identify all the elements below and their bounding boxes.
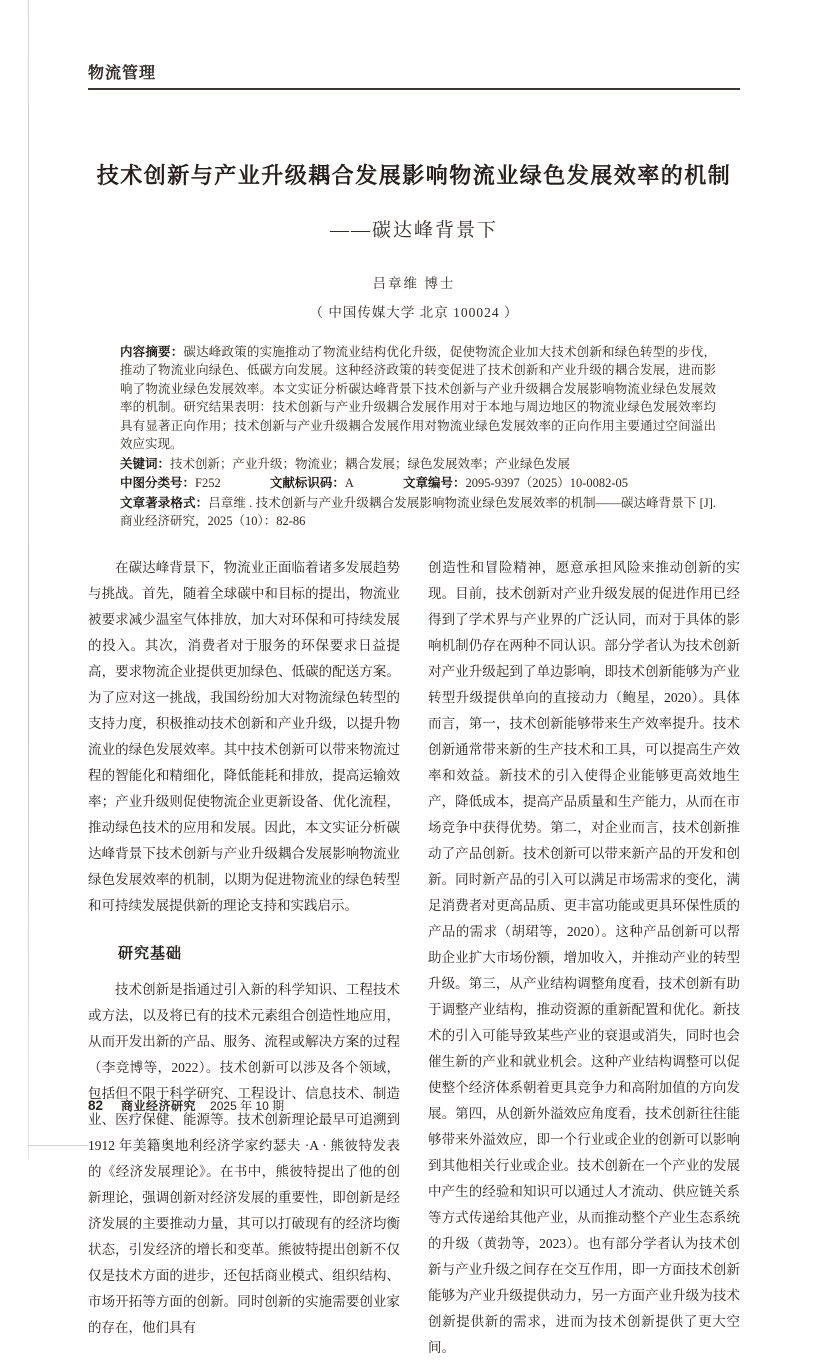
clc-value: F252 [195,476,221,491]
front-matter [120,343,716,531]
doc-code-label: 文献标识码： [269,476,345,491]
abstract-label: 内容摘要： [120,344,184,359]
citation-label: 文章著录格式： [120,495,209,510]
citation-text: 吕章维 . 技术创新与产业升级耦合发展影响物流业绿色发展效率的机制——碳达峰背景下 [J]. 商业经济研究，2025（10）：82-86 [120,495,716,529]
page-footer [88,1097,284,1114]
title-block [88,162,740,321]
journal-name: 商业经济研究 [121,1099,197,1113]
article-body [88,555,740,1361]
page [88,0,740,1361]
author-name: 吕章维 博士 [372,275,456,291]
intro-paragraph: 在碳达峰背景下，物流业正面临着诸多发展趋势与挑战。首先，随着全球碳中和目标的提出，物流业被要求减少温室气体排放，加大对环保和可持续发展的投入。其次，消费者对于服务的环保要求日益提高，要求物流企业提供更加绿色、低碳的配送方案。为了应对这一挑战，我国纷纷加大对物流绿色转型的支持力度，积极推动技术创新和产业升级，以提升物流业的绿色发展效率。其中技术创新可以带来物流过程的智能化和精细化，降低能耗和排放，提高运输效率；产业升级则促使物流企业更新设备、优化流程，推动绿色技术的应用和发展。因此，本文实证分析碳达峰背景下技术创新与产业升级耦合发展影响物流业绿色发展效率的机制，以期为促进物流业的绿色转型和可持续发展提供新的理论支持和实践启示。 [88,559,400,913]
running-head [88,60,740,90]
left-column [88,555,400,1361]
keywords [120,455,716,474]
issue-info: 2025 年 10 期 [210,1099,285,1113]
section1-paragraph-right: 创造性和冒险精神，愿意承担风险来推动创新的实现。目前，技术创新对产业升级发展的促进作用已经得到了学术界与产业界的广泛认同，而对于具体的影响机制仍存在两种不同认识。部分学者认为技术创新对产业升级起到了单边影响，即技术创新能够为产业转型升级提供单向的直接动力（鲍星，2020）。具体而言，第一，技术创新能够带来生产效率提升。技术创新通常带来新的生产技术和工具，可以提高生产效率和效益。新技术的引入使得企业能够更高效地生产，降低成本，提高产品质量和生产能力，从而在市场竞争中获得优势。第二，对企业而言，技术创新推动了产品创新。技术创新可以带来新产品的开发和创新。同时新产品的引入可以满足市场需求的变化，满足消费者对更高品质、更丰富功能或更具环保性质的产品的需求（胡珺等，2020）。这种产品创新可以帮助企业扩大市场份额，增加收入，并推动产业的转型升级。第三，从产业结构调整角度看，技术创新有助于调整产业结构，推动资源的重新配置和优化。新技术的引入可能导致某些产业的衰退或消失，同时也会催生新的产业和就业机会。这种产业结构调整可以促使整个经济体系朝着更具竞争力和高附加值的方向发展。第四，从创新外溢效应角度看，技术创新往往能够带来外溢效应，即一个行业或企业的创新可以影响到其他相关行业或企业。技术创新在一个产业的发展中产生的经验和知识可以通过人才流动、供应链关系等方式传递给其他产业，从而推动整个产业生态系统的升级（黄勃等，2023）。也有部分学者认为技术创新与产业升级之间存在交互作用，即一方面技术创新能够为产业升级提供动力，另一方面产业升级为技术创新提供新的需求，进而为技术创新提供了更大空间。 [428,559,740,1355]
article-no-value: 2095-9397（2025）10-0082-05 [465,476,629,491]
article-no-label: 文章编号： [403,476,466,491]
scan-edge-bottom [28,1145,88,1146]
clc-label: 中图分类号： [120,476,196,491]
classification-line [120,474,716,493]
page-number: 82 [88,1098,104,1113]
section-heading-research-basis: 研究基础 [118,944,183,962]
right-column [428,555,740,1361]
article-subtitle: ——碳达峰背景下 [329,219,498,241]
column-label: 物流管理 [88,65,157,82]
article-no [403,476,628,490]
author-affiliation: （ 中国传媒大学 北京 100024 ） [309,304,519,320]
clc [120,476,221,490]
abstract [120,343,716,454]
doc-code-value: A [344,476,354,491]
keywords-text: 技术创新；产业升级；物流业；耦合发展；绿色发展效率；产业绿色发展 [170,456,571,471]
article-title: 技术创新与产业升级耦合发展影响物流业绿色发展效率的机制 [96,163,732,188]
section1-paragraph-left: 技术创新是指通过引入新的科学知识、工程技术或方法，以及将已有的技术元素组合创造性地应用，从而开发出新的产品、服务、流程或解决方案的过程（李竞博等，2022）。技术创新可以涉及各个领域，包括但不限于科学研究、工程设计、信息技术、制造业、医疗保健、能源等。技术创新理论最早可追溯到 1912 年美籍奥地利经济学家约瑟夫 ·A · 熊彼特发表的《经济发展理论》。在书中，熊彼特提出了他的创新理论，强调创新对经济发展的重要性，即创新是经济发展的主要推动力量，其可以打破现有的经济均衡状态，引发经济的增长和变革。熊彼特提出创新不仅仅是技术方面的进步，还包括商业模式、组织结构、市场开拓等方面的创新。同时创新的实施需要创业家的存在，他们具有 [88,981,400,1335]
citation [120,494,716,531]
doc-code [270,476,354,490]
abstract-text: 碳达峰政策的实施推动了物流业结构优化升级，促使物流企业加大技术创新和绿色转型的步伐，推动了物流业向绿色、低碳方向发展。这种经济政策的转变促进了技术创新和产业升级的耦合发展，进而影响了物流业绿色发展效率。本文实证分析碳达峰背景下技术创新与产业升级耦合发展影响物流业绿色发展效率的机制。研究结果表明：技术创新与产业升级耦合发展作用对于本地与周边地区的物流业绿色发展效率均具有显著正向作用；技术创新与产业升级耦合发展作用对物流业绿色发展效率的正向作用主要通过空间溢出效应实现。 [120,344,716,452]
keywords-label: 关键词： [120,456,171,471]
scan-edge-left [28,0,29,1160]
